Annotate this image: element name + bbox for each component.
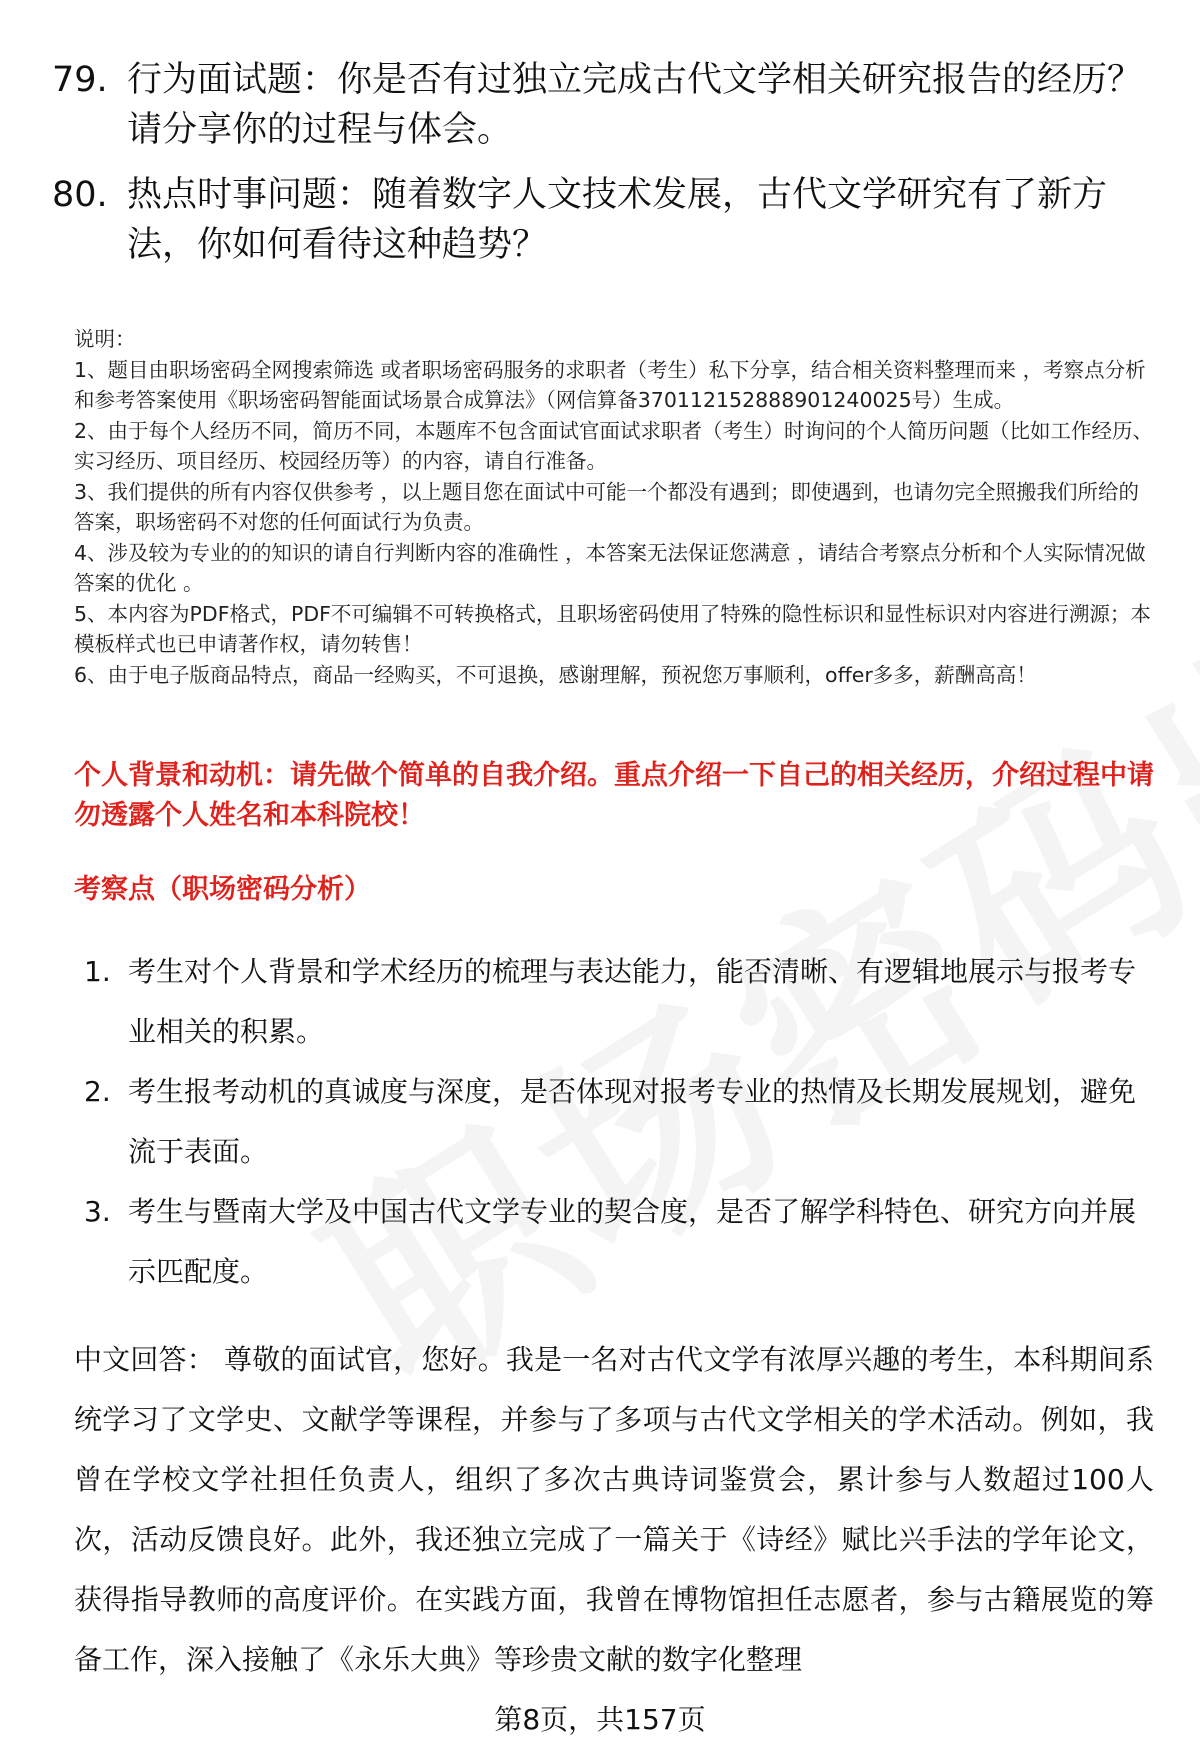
note-item: 4、涉及较为专业的的知识的请自行判断内容的准确性 ，本答案无法保证您满意 ，请结合考察点分析和个人实际情况做答案的优化 。: [74, 540, 1146, 595]
note-item: 6、由于电子版商品特点，商品一经购买，不可退换，感谢理解，预祝您万事顺利，offer多多，薪酬高高！: [74, 662, 1037, 687]
note-item: 2、由于每个人经历不同，简历不同，本题库不包含面试官面试求职者（考生）时询问的个人简历问题（比如工作经历、实习经历、项目经历、校园经历等）的内容，请自行准备。: [74, 418, 1154, 473]
note-item: 5、本内容为PDF格式，PDF不可编辑不可转换格式，且职场密码使用了特殊的隐性标识和显性标识对内容进行溯源；本模板样式也已申请著作权，请勿转售！: [74, 601, 1151, 656]
note-item: 3、我们提供的所有内容仅供参考 ，以上题目您在面试中可能一个都没有遇到；即使遇到，也请勿完全照搬我们所给的答案，职场密码不对您的任何面试行为负责。: [74, 479, 1140, 534]
notes-heading: 说明：: [74, 327, 136, 351]
point-text: 考生与暨南大学及中国古代文学专业的契合度，是否了解学科特色、研究方向并展示匹配度。: [128, 1195, 1137, 1288]
point-number: 3.: [84, 1195, 111, 1228]
answer-label: 中文回答：: [74, 1343, 215, 1376]
question-80: [52, 170, 1152, 270]
answer-text: 尊敬的面试官，您好。我是一名对古代文学有浓厚兴趣的考生，本科期间系统学习了文学史、文献学等课程，并参与了多项与古代文学相关的学术活动。例如，我曾在学校文学社担任负责人，组织了多次古典诗词鉴赏会，累计参与人数超过100人次，活动反馈良好。此外，我还独立完成了一篇关于《诗经》赋比兴手法的学年论文，获得指导教师的高度评价。在实践方面，我曾在博物馆担任志愿者，参与古籍展览的筹备工作，深入接触了《永乐大典》等珍贵文献的数字化整理: [74, 1343, 1154, 1676]
point-text: 考生报考动机的真诚度与深度，是否体现对报考专业的热情及长期发展规划，避免流于表面。: [128, 1075, 1137, 1168]
analysis-point: [74, 1182, 1154, 1302]
point-number: 1.: [84, 955, 111, 988]
question-79: [52, 55, 1152, 155]
page-footer: 第8页，共157页: [494, 1703, 706, 1736]
point-number: 2.: [84, 1075, 111, 1108]
question-number: 80.: [52, 175, 108, 215]
analysis-title: 考察点（职场密码分析）: [74, 874, 371, 905]
analysis-point: [74, 942, 1154, 1062]
question-text: 行为面试题：你是否有过独立完成古代文学相关研究报告的经历？请分享你的过程与体会。: [127, 60, 1143, 150]
current-question-heading: 个人背景和动机：请先做个简单的自我介绍。重点介绍一下自己的相关经历，介绍过程中请勿透露个人姓名和本科院校！: [74, 760, 1154, 831]
analysis-point: [74, 1062, 1154, 1182]
note-item: 1、题目由职场密码全网搜索筛选 或者职场密码服务的求职者（考生）私下分享，结合相关资料整理而来 ，考察点分析和参考答案使用《职场密码智能面试场景合成算法》（网信算备370112152888901240025号）生成。: [74, 357, 1146, 412]
answer-block: [74, 1330, 1154, 1690]
disclaimer-notes: [74, 324, 1154, 690]
question-number: 79.: [52, 60, 108, 100]
point-text: 考生对个人背景和学术经历的梳理与表达能力，能否清晰、有逻辑地展示与报考专业相关的积累。: [128, 955, 1137, 1048]
question-text: 热点时事问题：随着数字人文技术发展，古代文学研究有了新方法，你如何看待这种趋势？: [127, 175, 1108, 265]
analysis-points: [74, 942, 1154, 1302]
